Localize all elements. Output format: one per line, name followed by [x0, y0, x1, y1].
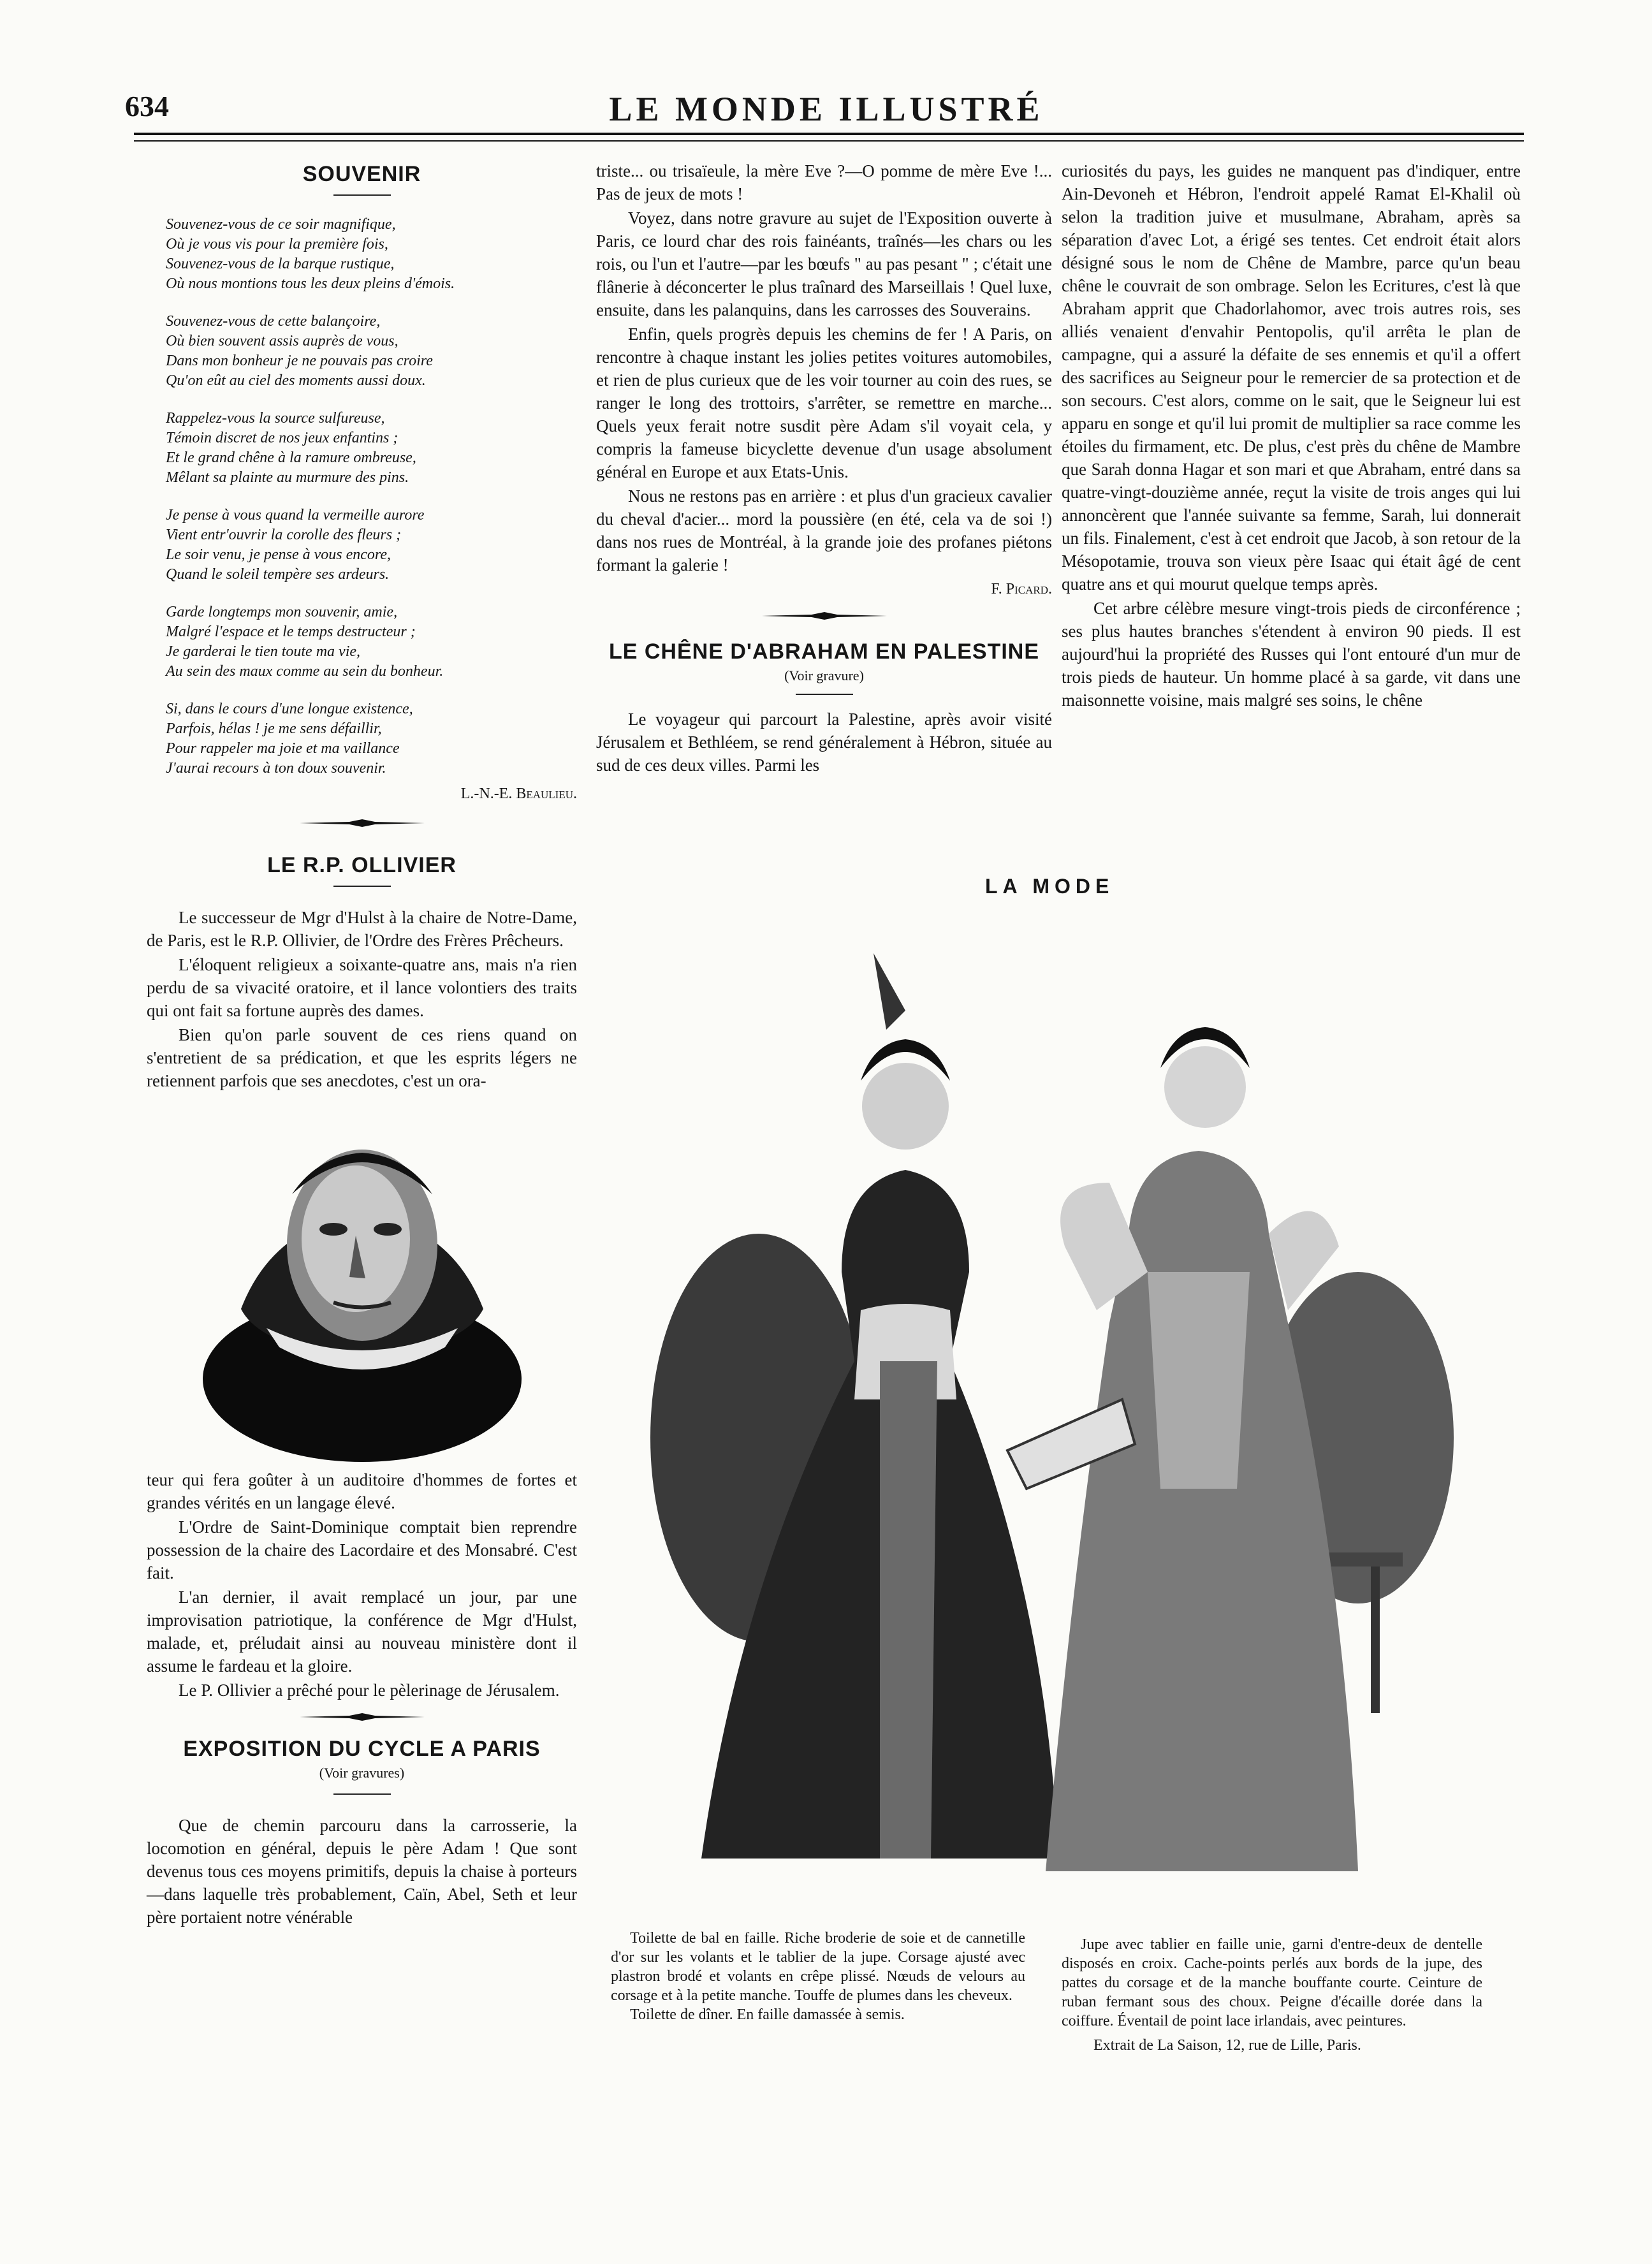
- caption-paragraph: Jupe avec tablier en faille unie, garni d'entre-deux de dentelle disposés en croix. Cache-points perlés aux bords de la jupe, des pattes du corsage et de la manche bouffante courte. Ceinture de ruban fermant sous des choux. Peigne d'écaille dorée dans la coiffure. Éventail de point lace irlandais, avec peintures.: [1062, 1936, 1482, 2029]
- mode-caption-right: [1062, 1935, 1482, 2055]
- paragraph: L'Ordre de Saint-Dominique comptait bien reprendre possession de la chaire des Lacordaire et des Monsabré. C'est fait.: [147, 1517, 577, 1582]
- poem-line: Malgré l'espace et le temps destructeur ;: [166, 624, 416, 640]
- poem-line: Où je vous vis pour la première fois,: [166, 236, 388, 252]
- poem-line: Témoin discret de nos jeux enfantins ;: [166, 430, 398, 446]
- poem-line: Mêlant sa plainte au murmure des pins.: [166, 469, 409, 486]
- paragraph: Enfin, quels progrès depuis les chemins de fer ! A Paris, on rencontre à chaque instant les jolies petites voitures automobiles, et rien de plus curieux que de les voir tourner au coin des rues, se ranger le long des trottoirs, s'arrêter, se remettre en marche... Quels yeux ferait notre susdit père Adam s'il voyait cela, y compris la fameuse bicyclette devenue d'un usage absolument général en Europe et aux Etats-Unis.: [596, 325, 1052, 481]
- poem-line: Parfois, hélas ! je me sens défaillir,: [166, 720, 382, 737]
- souvenir-title: SOUVENIR: [302, 162, 421, 186]
- page-number: 634: [125, 90, 169, 122]
- poem-line: Pour rappeler ma joie et ma vaillance: [166, 740, 400, 757]
- stanza: [166, 312, 577, 391]
- right-column: [1062, 159, 1521, 713]
- caption-paragraph: Toilette de bal en faille. Riche broderie de soie et de cannetille d'or sur les volants et le tablier de la jupe. Corsage ajusté avec plastron brodé et volants en crêpe plissé. Nœuds de velours au corsage et à la petite manche. Touffe de plumes dans les cheveux.: [611, 1930, 1025, 2004]
- poem-line: Je garderai le tien toute ma vie,: [166, 643, 361, 660]
- poem-line: Souvenez-vous de ce soir magnifique,: [166, 216, 396, 233]
- header-rule-thin: [134, 140, 1524, 142]
- poem-line: Qu'on eût au ciel des moments aussi doux.: [166, 372, 426, 389]
- poem-line: Où nous montions tous les deux pleins d'émois.: [166, 275, 455, 292]
- stanza: [166, 603, 577, 682]
- page-header: [125, 70, 1528, 147]
- ollivier-title: LE R.P. OLLIVIER: [267, 853, 457, 877]
- poem-line: Rappelez-vous la source sulfureuse,: [166, 410, 385, 427]
- paragraph: Le P. Ollivier a prêché pour le pèlerinage de Jérusalem.: [179, 1681, 560, 1700]
- poem-line: Et le grand chêne à la ramure ombreuse,: [166, 449, 416, 466]
- poem-line: Vient entr'ouvrir la corolle des fleurs ;: [166, 527, 402, 543]
- souvenir-poem: [147, 215, 577, 778]
- mode-engraving: [650, 915, 1460, 1919]
- paragraph: Voyez, dans notre gravure au sujet de l'Exposition ouverte à Paris, ce lourd char des rois fainéants, traînés—les chars ou les rois, ou l'un et l'autre—par les bœufs " au pas pesant " ; c'était une flânerie à déconcerter le plus traînard des Marseillais ! Quel luxe, ensuite, dans les palanquins, dans les carrosses des Souverains.: [596, 208, 1052, 319]
- mode-title: LA MODE: [985, 875, 1115, 898]
- chene-subtitle: (Voir gravure): [784, 668, 864, 683]
- ornament-divider: [298, 818, 426, 828]
- ollivier-portrait: [196, 1118, 528, 1462]
- title-underline: [333, 886, 391, 887]
- poem-line: Garde longtemps mon souvenir, amie,: [166, 604, 398, 620]
- paragraph: L'éloquent religieux a soixante-quatre ans, mais n'a rien perdu de sa vivacité oratoire, et il lance volontiers des traits qui ont fait sa fortune auprès des dames.: [147, 955, 577, 1020]
- poem-line: Souvenez-vous de la barque rustique,: [166, 256, 395, 272]
- title-underline: [796, 694, 853, 695]
- poem-line: J'aurai recours à ton doux souvenir.: [166, 760, 386, 777]
- picard-signature: F. Picard.: [991, 581, 1052, 597]
- caption-paragraph: Toilette de dîner. En faille damassée à semis.: [630, 2006, 905, 2023]
- paragraph: curiosités du pays, les guides ne manquent pas d'indiquer, entre Ain-Devoneh et Hébron, l'endroit appelé Ramat El-Khalil où selon la tradition juive et musulmane, Abraham, après sa séparation d'avec Lot, a érigé ses tentes. Cet endroit était alors désigné sous le nom de Chêne de Mambre, parce qu'un beau chêne le couvrait de son ombrage. Selon les Ecritures, c'est là que Abraham apprit que Chadorlahomor, avec trois autres rois, ses alliés venaient d'envahir Pentopolis, qu'il arrêta le plan de campagne, qui a assuré la défaite de ses ennemis et qu'il a offert des sacrifices au Seigneur pour le remercier de sa protection et de son secours. C'est alors, comme on le sait, que le Seigneur lui est apparu en songe et qu'il lui promit de multiplier sa race comme les étoiles du firmament, etc. De plus, c'est près du chêne de Mambre que Sarah donna Hagar et son mari et que Abraham, entré dans sa quatre-vingt-douzième année, reçut la visite de trois anges qui lui annoncèrent que l'année suivante sa femme, Sarah, lui donnerait un fils. Finalement, c'est à cet endroit que Jacob, à son retour de la Mésopotamie, trouva son vieux père Isaac qui était âgé de cent quatre ans et qui mourut quelque temps après.: [1062, 161, 1521, 594]
- paragraph: triste... ou trisaïeule, la mère Eve ?—O pomme de mère Eve !... Pas de jeux de mots !: [596, 161, 1052, 203]
- mode-caption-left: [611, 1929, 1025, 2024]
- poem-line: Dans mon bonheur je ne pouvais pas croire: [166, 353, 433, 369]
- poem-line: Quand le soleil tempère ses ardeurs.: [166, 566, 390, 583]
- poem-line: Au sein des maux comme au sein du bonheur.: [166, 663, 444, 680]
- left-column: [147, 163, 577, 1930]
- ornament-divider: [761, 611, 888, 621]
- chene-title: LE CHÊNE D'ABRAHAM EN PALESTINE: [608, 639, 1040, 664]
- stanza: [166, 506, 577, 585]
- paragraph: Le successeur de Mgr d'Hulst à la chaire de Notre-Dame, de Paris, est le R.P. Ollivier, de l'Ordre des Frères Prêcheurs.: [147, 908, 577, 950]
- ornament-divider: [298, 1712, 426, 1722]
- stanza: [166, 699, 577, 778]
- stanza: [166, 409, 577, 488]
- poem-line: Si, dans le cours d'une longue existence,: [166, 701, 413, 717]
- poem-line: Souvenez-vous de cette balançoire,: [166, 313, 381, 330]
- title-underline: [333, 194, 391, 196]
- masthead: LE MONDE ILLUSTRÉ: [609, 90, 1044, 128]
- paragraph: Cet arbre célèbre mesure vingt-trois pieds de circonférence ; ses plus hautes branches s'étendent à environ 90 pieds. Il est aujourd'hui la propriété des Russes qui l'ont entouré d'un mur de trois pieds de hauteur. Un homme placé à sa garde, vit dans une maisonnette voisine, mais malgré ses soins, le chêne: [1062, 599, 1521, 710]
- poem-line: Le soir venu, je pense à vous encore,: [166, 546, 391, 563]
- cycle-subtitle: (Voir gravures): [319, 1765, 405, 1781]
- paragraph: Nous ne restons pas en arrière : et plus d'un gracieux cavalier du cheval d'acier... mord la poussière (en été, cela va de soi !) dans nos rues de Montréal, à la grande joie des profanes piétons formant la galerie !: [596, 486, 1052, 574]
- title-underline: [333, 1793, 391, 1795]
- paragraph: Bien qu'on parle souvent de ces riens quand on s'entretient de sa prédication, et que les esprits légers ne retiennent parfois que ses anecdotes, c'est un ora-: [147, 1025, 577, 1090]
- poem-line: Je pense à vous quand la vermeille aurore: [166, 507, 425, 523]
- header-rule-thick: [134, 133, 1524, 135]
- paragraph: teur qui fera goûter à un auditoire d'hommes de fortes et grandes vérités en un langage élevé.: [147, 1470, 577, 1512]
- paragraph: Le voyageur qui parcourt la Palestine, après avoir visité Jérusalem et Bethléem, se rend généralement à Hébron, située au sud de ces deux villes. Parmi les: [596, 710, 1052, 775]
- paragraph: Que de chemin parcouru dans la carrosserie, la locomotion en général, depuis le père Adam ! Que sont devenus tous ces moyens primitifs, depuis la chaise à porteurs—dans laquelle très probablement, Caïn, Abel, Seth et leur père portaient notre vénérable: [147, 1816, 577, 1927]
- poem-line: Où bien souvent assis auprès de vous,: [166, 333, 398, 349]
- mode-extrait: Extrait de La Saison, 12, rue de Lille, Paris.: [1093, 2037, 1361, 2054]
- stanza: [166, 215, 577, 294]
- souvenir-signature: L.-N.-E. Beaulieu.: [460, 785, 577, 802]
- paragraph: L'an dernier, il avait remplacé un jour, par une improvisation patriotique, la conférence de Mgr d'Hulst, malade, et, préludait ainsi au nouveau ministère dont il assume le fardeau et la gloire.: [147, 1588, 577, 1676]
- middle-column: [596, 159, 1052, 778]
- cycle-title: EXPOSITION DU CYCLE A PARIS: [183, 1737, 541, 1761]
